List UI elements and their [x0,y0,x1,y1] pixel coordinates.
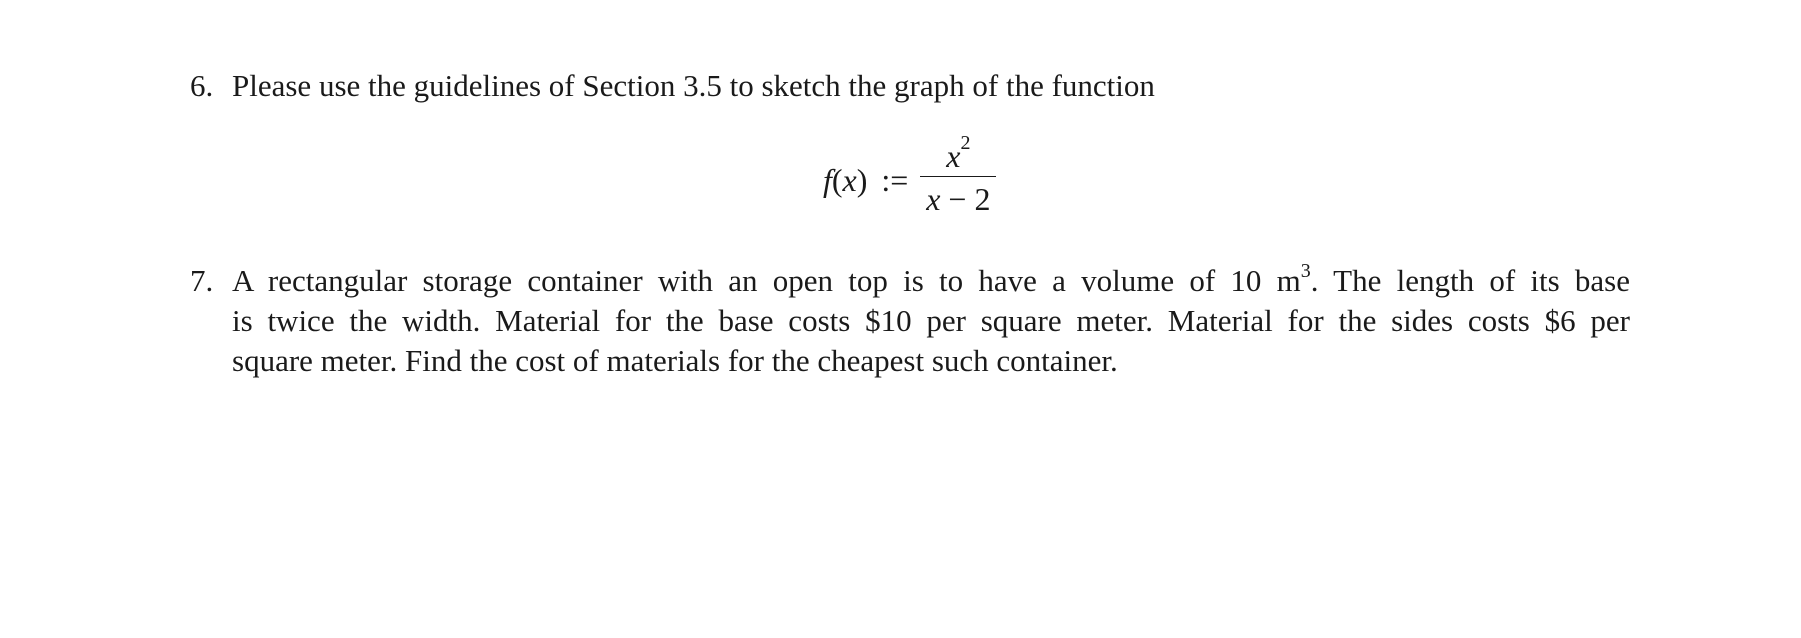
function-name: f [823,161,832,198]
function-argument: x [842,161,857,198]
problem-7 [190,261,1630,381]
line-1-text: A rectangular storage container with an open top is to have a volume of 10 m [232,263,1301,298]
volume-exponent: 3 [1300,259,1311,282]
fraction-denominator [926,177,990,219]
assignment-operator: := [881,161,909,198]
line-1-rest: . The length of its base [1310,263,1630,298]
open-paren: ( [831,161,843,198]
denominator-rest: − 2 [940,180,991,217]
problem-7-line-3: square meter. Find the cost of materials for the cheapest such container. [232,343,1118,378]
problem-number: 7. [190,263,214,298]
problem-7-line-2: is twice the width. Material for the base costs $10 per square meter. Material for the sides costs $6 per [232,303,1630,338]
numerator-exponent: 2 [960,131,971,154]
problem-7-line-1 [232,261,1630,301]
problem-6 [190,66,1630,106]
problem-text [232,66,1630,106]
problem-number: 6. [190,68,214,103]
fraction [920,131,996,219]
problem-text [232,261,1630,381]
equation-lhs [823,162,867,199]
fraction-numerator [938,131,978,176]
denominator-variable: x [926,180,941,217]
problem-6-text: Please use the guidelines of Section 3.5 to sketch the graph of the function [232,68,1155,103]
function-equation [823,128,996,228]
close-paren: ) [856,161,868,198]
numerator-variable: x [946,137,961,174]
